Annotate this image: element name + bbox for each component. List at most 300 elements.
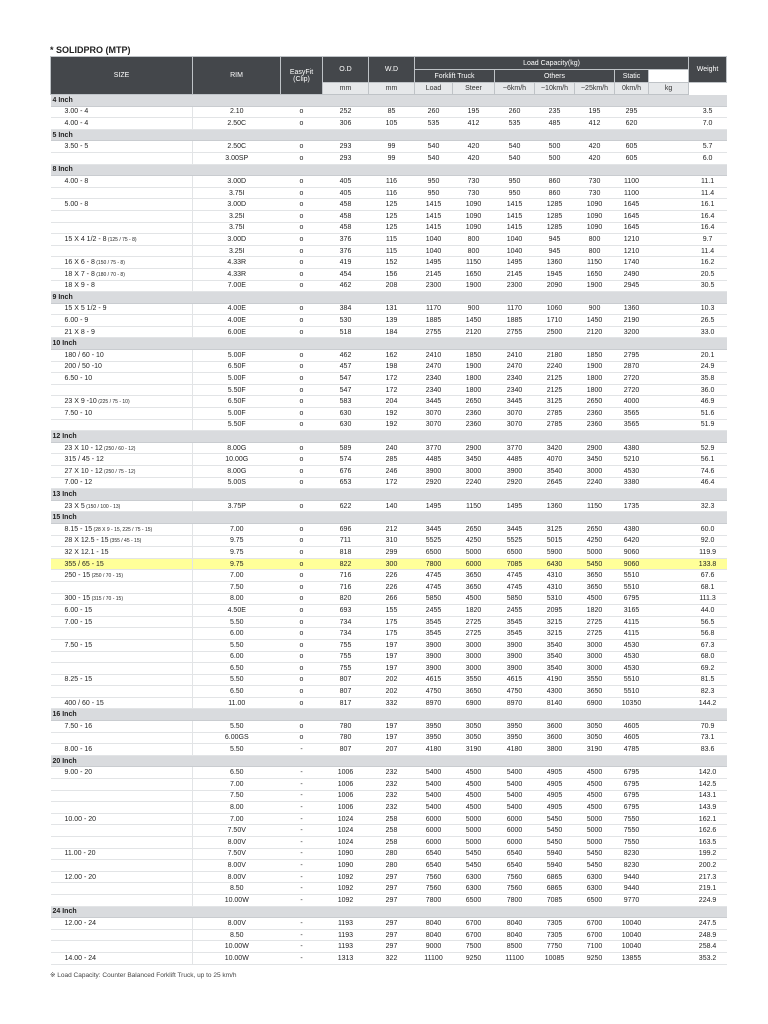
unit-wd: mm	[369, 83, 415, 95]
speed10-cell: 2095	[535, 605, 575, 617]
rim-cell: 6.00E	[193, 326, 281, 338]
od-cell: 376	[323, 234, 369, 246]
steer-cell: 6700	[453, 918, 495, 930]
speed6-cell: 5400	[495, 790, 535, 802]
load-cell: 3070	[415, 408, 453, 420]
table-row	[51, 918, 727, 930]
static-cell: 6795	[615, 779, 649, 791]
unit-od: mm	[323, 83, 369, 95]
od-cell: 1024	[323, 837, 369, 849]
load-cell: 6000	[415, 837, 453, 849]
size-cell: 18 X 9 - 8	[51, 280, 193, 292]
rim-cell: 7.00	[193, 570, 281, 582]
easyfit-cell: o	[281, 280, 323, 292]
rim-cell: 4.50E	[193, 605, 281, 617]
load-cell: 1170	[415, 303, 453, 315]
od-cell: 1092	[323, 894, 369, 906]
speed25-cell: 2900	[575, 442, 615, 454]
group-label: 12 Inch	[51, 431, 727, 443]
steer-cell: 1090	[453, 199, 495, 211]
speed10-cell: 10085	[535, 952, 575, 964]
wd-cell: 131	[369, 303, 415, 315]
speed10-cell: 860	[535, 187, 575, 199]
size-cell: 3.50 - 5	[51, 141, 193, 153]
speed6-cell: 3770	[495, 442, 535, 454]
unit-steer: Steer	[453, 83, 495, 95]
rim-cell: 8.00	[193, 593, 281, 605]
speed6-cell: 2340	[495, 373, 535, 385]
speed10-cell: 1285	[535, 199, 575, 211]
speed25-cell: 195	[575, 106, 615, 118]
weight-cell: 68.0	[689, 651, 727, 663]
steer-cell: 7500	[453, 941, 495, 953]
static-cell: 4115	[615, 616, 649, 628]
static-cell: 1360	[615, 303, 649, 315]
weight-cell: 20.1	[689, 350, 727, 362]
weight-cell: 5.7	[689, 141, 727, 153]
blank-cell	[649, 373, 689, 385]
size-cell	[51, 152, 193, 164]
load-capacity-table	[50, 56, 727, 965]
blank-cell	[649, 871, 689, 883]
speed10-cell: 7085	[535, 894, 575, 906]
steer-cell: 2360	[453, 408, 495, 420]
speed10-cell: 2645	[535, 477, 575, 489]
static-cell: 4380	[615, 442, 649, 454]
speed25-cell: 3050	[575, 732, 615, 744]
table-row	[51, 686, 727, 698]
speed25-cell: 420	[575, 141, 615, 153]
steer-cell: 4500	[453, 790, 495, 802]
blank-cell	[649, 732, 689, 744]
size-cell: 18 X 7 - 8 (180 / 70 - 8)	[51, 268, 193, 280]
wd-cell: 105	[369, 118, 415, 130]
weight-cell: 200.2	[689, 860, 727, 872]
wd-cell: 192	[369, 419, 415, 431]
od-cell: 711	[323, 535, 369, 547]
rim-cell: 4.00E	[193, 315, 281, 327]
load-cell: 5400	[415, 767, 453, 779]
od-cell: 693	[323, 605, 369, 617]
speed25-cell: 900	[575, 303, 615, 315]
wd-cell: 258	[369, 825, 415, 837]
static-cell: 5510	[615, 570, 649, 582]
wd-cell: 212	[369, 523, 415, 535]
speed10-cell: 3420	[535, 442, 575, 454]
group-header-row	[51, 129, 727, 141]
header-od: O.D	[323, 57, 369, 83]
speed6-cell: 4615	[495, 674, 535, 686]
table-row	[51, 894, 727, 906]
speed10-cell: 3600	[535, 721, 575, 733]
blank-cell	[649, 176, 689, 188]
load-cell: 3900	[415, 651, 453, 663]
weight-cell: 199.2	[689, 848, 727, 860]
od-cell: 755	[323, 651, 369, 663]
speed25-cell: 3000	[575, 466, 615, 478]
od-cell: 622	[323, 500, 369, 512]
wd-cell: 246	[369, 466, 415, 478]
od-cell: 817	[323, 697, 369, 709]
blank-cell	[649, 721, 689, 733]
load-cell: 1495	[415, 257, 453, 269]
easyfit-cell: -	[281, 825, 323, 837]
wd-cell: 280	[369, 860, 415, 872]
table-row	[51, 767, 727, 779]
load-cell: 3545	[415, 616, 453, 628]
table-row	[51, 257, 727, 269]
od-cell: 376	[323, 245, 369, 257]
blank-cell	[649, 384, 689, 396]
unit-6kmh: ~6km/h	[495, 83, 535, 95]
size-cell: 400 / 60 - 15	[51, 697, 193, 709]
static-cell: 9060	[615, 547, 649, 559]
wd-cell: 172	[369, 477, 415, 489]
blank-cell	[649, 651, 689, 663]
od-cell: 820	[323, 593, 369, 605]
table-row	[51, 268, 727, 280]
weight-cell: 51.6	[689, 408, 727, 420]
static-cell: 8230	[615, 848, 649, 860]
blank-cell	[649, 350, 689, 362]
static-cell: 4530	[615, 663, 649, 675]
load-cell: 950	[415, 187, 453, 199]
speed6-cell: 2145	[495, 268, 535, 280]
load-cell: 7560	[415, 871, 453, 883]
weight-cell: 46.9	[689, 396, 727, 408]
load-cell: 260	[415, 106, 453, 118]
table-row	[51, 176, 727, 188]
od-cell: 1193	[323, 929, 369, 941]
speed25-cell: 3650	[575, 581, 615, 593]
steer-cell: 3190	[453, 744, 495, 756]
speed10-cell: 3540	[535, 466, 575, 478]
speed10-cell: 485	[535, 118, 575, 130]
table-row	[51, 106, 727, 118]
blank-cell	[649, 825, 689, 837]
easyfit-cell: o	[281, 303, 323, 315]
speed10-cell: 5940	[535, 848, 575, 860]
wd-cell: 85	[369, 106, 415, 118]
group-header-row	[51, 906, 727, 918]
weight-cell: 143.1	[689, 790, 727, 802]
rim-cell: 3.00D	[193, 234, 281, 246]
table-row	[51, 616, 727, 628]
steer-cell: 730	[453, 187, 495, 199]
easyfit-cell: o	[281, 523, 323, 535]
table-row	[51, 187, 727, 199]
steer-cell: 3050	[453, 721, 495, 733]
table-row	[51, 721, 727, 733]
steer-cell: 5450	[453, 848, 495, 860]
size-cell	[51, 790, 193, 802]
static-cell: 2490	[615, 268, 649, 280]
easyfit-cell: o	[281, 152, 323, 164]
static-cell: 2190	[615, 315, 649, 327]
easyfit-cell: o	[281, 454, 323, 466]
rim-cell: 3.25I	[193, 210, 281, 222]
wd-cell: 115	[369, 234, 415, 246]
load-cell: 6000	[415, 813, 453, 825]
od-cell: 547	[323, 373, 369, 385]
table-row	[51, 628, 727, 640]
size-cell	[51, 245, 193, 257]
wd-cell: 332	[369, 697, 415, 709]
rim-cell: 3.00D	[193, 176, 281, 188]
easyfit-cell: o	[281, 605, 323, 617]
od-cell: 458	[323, 222, 369, 234]
speed10-cell: 6865	[535, 871, 575, 883]
speed6-cell: 7085	[495, 558, 535, 570]
size-cell: 15 X 5 1/2 - 9	[51, 303, 193, 315]
table-row	[51, 454, 727, 466]
table-row	[51, 384, 727, 396]
rim-cell: 2.50C	[193, 118, 281, 130]
load-cell: 2145	[415, 268, 453, 280]
rim-cell: 5.00S	[193, 477, 281, 489]
size-cell: 23 X 9 -10 (225 / 75 - 10)	[51, 396, 193, 408]
speed10-cell: 2090	[535, 280, 575, 292]
rim-cell: 5.50	[193, 744, 281, 756]
weight-cell: 70.9	[689, 721, 727, 733]
steer-cell: 1800	[453, 373, 495, 385]
static-cell: 1210	[615, 245, 649, 257]
steer-cell: 420	[453, 152, 495, 164]
steer-cell: 2725	[453, 628, 495, 640]
table-row	[51, 952, 727, 964]
table-row	[51, 593, 727, 605]
weight-cell: 32.3	[689, 500, 727, 512]
speed25-cell: 420	[575, 152, 615, 164]
speed25-cell: 3000	[575, 651, 615, 663]
rim-cell: 10.00W	[193, 952, 281, 964]
easyfit-cell: o	[281, 396, 323, 408]
blank-cell	[649, 106, 689, 118]
group-label: 16 Inch	[51, 709, 727, 721]
static-cell: 1645	[615, 199, 649, 211]
rim-cell: 5.50	[193, 674, 281, 686]
blank-cell	[649, 419, 689, 431]
static-cell: 2720	[615, 373, 649, 385]
blank-cell	[649, 686, 689, 698]
wd-cell: 172	[369, 373, 415, 385]
weight-cell: 16.4	[689, 222, 727, 234]
od-cell: 734	[323, 616, 369, 628]
size-alt-label: (355 / 45 - 15)	[108, 538, 142, 545]
rim-cell: 6.00GS	[193, 732, 281, 744]
load-cell: 2455	[415, 605, 453, 617]
rim-cell: 5.50	[193, 639, 281, 651]
unit-25kmh: ~25km/h	[575, 83, 615, 95]
speed25-cell: 2360	[575, 419, 615, 431]
blank-cell	[649, 570, 689, 582]
load-cell: 2300	[415, 280, 453, 292]
size-cell: 315 / 45 - 12	[51, 454, 193, 466]
rim-cell: 5.50F	[193, 384, 281, 396]
static-cell: 1740	[615, 257, 649, 269]
wd-cell: 258	[369, 813, 415, 825]
easyfit-cell: -	[281, 894, 323, 906]
load-cell: 1040	[415, 245, 453, 257]
blank-cell	[649, 268, 689, 280]
weight-cell: 16.4	[689, 210, 727, 222]
blank-cell	[649, 767, 689, 779]
rim-cell: 3.00D	[193, 199, 281, 211]
load-cell: 6540	[415, 860, 453, 872]
size-cell: 5.00 - 8	[51, 199, 193, 211]
weight-cell: 16.2	[689, 257, 727, 269]
size-cell: 300 - 15 (315 / 70 - 15)	[51, 593, 193, 605]
speed6-cell: 5525	[495, 535, 535, 547]
size-cell: 12.00 - 20	[51, 871, 193, 883]
wd-cell: 175	[369, 628, 415, 640]
table-row	[51, 361, 727, 373]
wd-cell: 208	[369, 280, 415, 292]
group-label: 13 Inch	[51, 489, 727, 501]
group-label: 9 Inch	[51, 292, 727, 304]
rim-cell: 2.50C	[193, 141, 281, 153]
wd-cell: 297	[369, 894, 415, 906]
easyfit-cell: o	[281, 663, 323, 675]
header-static: Static	[615, 70, 649, 83]
size-cell: 8.25 - 15	[51, 674, 193, 686]
speed10-cell: 6430	[535, 558, 575, 570]
static-cell: 10040	[615, 918, 649, 930]
size-cell: 6.00 - 15	[51, 605, 193, 617]
table-row	[51, 152, 727, 164]
rim-cell: 7.50V	[193, 825, 281, 837]
od-cell: 696	[323, 523, 369, 535]
wd-cell: 139	[369, 315, 415, 327]
speed10-cell: 4905	[535, 802, 575, 814]
speed25-cell: 6700	[575, 929, 615, 941]
easyfit-cell: -	[281, 929, 323, 941]
wd-cell: 197	[369, 663, 415, 675]
od-cell: 454	[323, 268, 369, 280]
od-cell: 405	[323, 176, 369, 188]
wd-cell: 310	[369, 535, 415, 547]
steer-cell: 1900	[453, 280, 495, 292]
weight-cell: 7.0	[689, 118, 727, 130]
speed6-cell: 4745	[495, 570, 535, 582]
table-row	[51, 199, 727, 211]
speed25-cell: 2650	[575, 396, 615, 408]
table-row	[51, 825, 727, 837]
static-cell: 5210	[615, 454, 649, 466]
blank-cell	[649, 396, 689, 408]
size-cell: 8.00 - 16	[51, 744, 193, 756]
size-cell: 250 - 15 (250 / 70 - 15)	[51, 570, 193, 582]
static-cell: 2795	[615, 350, 649, 362]
speed25-cell: 1150	[575, 500, 615, 512]
table-row	[51, 466, 727, 478]
wd-cell: 197	[369, 721, 415, 733]
steer-cell: 3650	[453, 581, 495, 593]
od-cell: 293	[323, 152, 369, 164]
speed25-cell: 1800	[575, 384, 615, 396]
group-label: 5 Inch	[51, 129, 727, 141]
size-cell: 9.00 - 20	[51, 767, 193, 779]
steer-cell: 420	[453, 141, 495, 153]
od-cell: 1193	[323, 918, 369, 930]
speed10-cell: 6865	[535, 883, 575, 895]
static-cell: 10040	[615, 941, 649, 953]
header-others: Others	[495, 70, 615, 83]
size-cell: 6.00 - 9	[51, 315, 193, 327]
speed10-cell: 4190	[535, 674, 575, 686]
speed6-cell: 1170	[495, 303, 535, 315]
size-cell	[51, 651, 193, 663]
steer-cell: 6300	[453, 883, 495, 895]
speed25-cell: 5000	[575, 813, 615, 825]
speed10-cell: 4905	[535, 779, 575, 791]
speed6-cell: 2470	[495, 361, 535, 373]
size-cell	[51, 779, 193, 791]
group-label: 8 Inch	[51, 164, 727, 176]
size-cell	[51, 860, 193, 872]
load-cell: 1415	[415, 210, 453, 222]
speed6-cell: 1415	[495, 210, 535, 222]
wd-cell: 297	[369, 918, 415, 930]
rim-cell: 9.75	[193, 558, 281, 570]
blank-cell	[649, 779, 689, 791]
easyfit-cell: o	[281, 593, 323, 605]
static-cell: 6795	[615, 790, 649, 802]
static-cell: 4785	[615, 744, 649, 756]
speed6-cell: 2410	[495, 350, 535, 362]
size-cell: 355 / 65 - 15	[51, 558, 193, 570]
steer-cell: 412	[453, 118, 495, 130]
speed25-cell: 3550	[575, 674, 615, 686]
weight-cell: 353.2	[689, 952, 727, 964]
static-cell: 5510	[615, 581, 649, 593]
table-row	[51, 547, 727, 559]
rim-cell: 3.25I	[193, 245, 281, 257]
rim-cell: 8.00V	[193, 918, 281, 930]
speed25-cell: 4250	[575, 535, 615, 547]
table-row	[51, 570, 727, 582]
wd-cell: 204	[369, 396, 415, 408]
easyfit-cell: -	[281, 802, 323, 814]
blank-cell	[649, 639, 689, 651]
speed6-cell: 535	[495, 118, 535, 130]
steer-cell: 3000	[453, 663, 495, 675]
od-cell: 405	[323, 187, 369, 199]
steer-cell: 6000	[453, 558, 495, 570]
speed25-cell: 3650	[575, 686, 615, 698]
wd-cell: 280	[369, 848, 415, 860]
page-title: * SOLIDPRO (MTP)	[50, 45, 131, 55]
rim-cell: 7.50V	[193, 848, 281, 860]
weight-cell: 162.6	[689, 825, 727, 837]
static-cell: 2720	[615, 384, 649, 396]
rim-cell: 8.00G	[193, 442, 281, 454]
speed10-cell: 3540	[535, 663, 575, 675]
speed25-cell: 4500	[575, 779, 615, 791]
speed6-cell: 1040	[495, 245, 535, 257]
weight-cell: 56.8	[689, 628, 727, 640]
load-cell: 3950	[415, 732, 453, 744]
static-cell: 1645	[615, 222, 649, 234]
speed6-cell: 7560	[495, 871, 535, 883]
speed25-cell: 1900	[575, 280, 615, 292]
size-cell	[51, 419, 193, 431]
speed6-cell: 4745	[495, 581, 535, 593]
speed10-cell: 4300	[535, 686, 575, 698]
table-row	[51, 500, 727, 512]
table-row	[51, 280, 727, 292]
size-cell	[51, 384, 193, 396]
